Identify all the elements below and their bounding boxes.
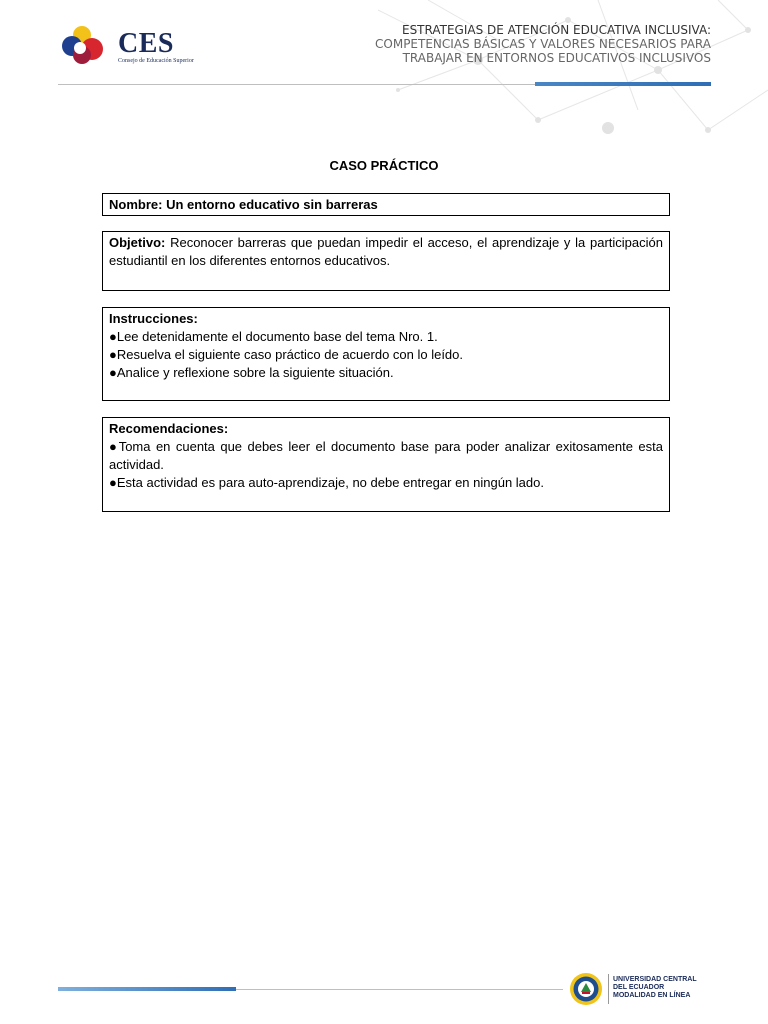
header-accent-bar (535, 82, 711, 86)
university-name-line3: MODALIDAD EN LÍNEA (613, 992, 691, 999)
recomendaciones-box (102, 417, 670, 512)
header-title-line3: TRABAJAR EN ENTORNOS EDUCATIVOS INCLUSIVOS (402, 51, 711, 65)
instrucciones-box (102, 307, 670, 401)
footer-accent-bar (58, 987, 236, 991)
university-name-line2: DEL ECUADOR (613, 984, 665, 991)
instrucciones-label: Instrucciones: (109, 311, 198, 326)
objetivo-box (102, 231, 670, 291)
university-name (613, 976, 697, 1000)
footer-logo-divider (608, 974, 609, 1004)
university-name-line1: UNIVERSIDAD CENTRAL (613, 976, 697, 983)
nombre-box (102, 193, 670, 216)
instruccion-item: ●Resuelva el siguiente caso práctico de acuerdo con lo leído. (109, 347, 464, 362)
recomendacion-item: ●Esta actividad es para auto-aprendizaje, no debe entregar en ningún lado. (109, 475, 544, 490)
nombre-value: Un entorno educativo sin barreras (166, 197, 378, 212)
document-title: CASO PRÁCTICO (329, 158, 439, 173)
header-title (375, 23, 711, 65)
instruccion-item: ●Analice y reflexione sobre la siguiente situación. (109, 365, 394, 380)
instruccion-item: ●Lee detenidamente el documento base del tema Nro. 1. (109, 329, 438, 344)
nombre-label: Nombre: (109, 197, 163, 212)
ces-logo-subtitle: Consejo de Educación Superior (118, 58, 194, 64)
objetivo-text: Reconocer barreras que puedan impedir el acceso, el aprendizaje y la participación estudiantil en los diferentes entornos educativos. (109, 235, 663, 268)
recomendacion-item: ●Toma en cuenta que debes leer el documento base para poder analizar exitosamente esta actividad. (109, 439, 663, 472)
objetivo-label: Objetivo: (109, 235, 166, 250)
recomendaciones-label: Recomendaciones: (109, 421, 229, 436)
header-title-line1: ESTRATEGIAS DE ATENCIÓN EDUCATIVA INCLUSIVA: (401, 23, 711, 37)
university-seal-icon (569, 972, 603, 1006)
ces-logo-text: CES (118, 28, 174, 59)
header-title-line2: COMPETENCIAS BÁSICAS Y VALORES NECESARIOS PARA (375, 37, 711, 51)
